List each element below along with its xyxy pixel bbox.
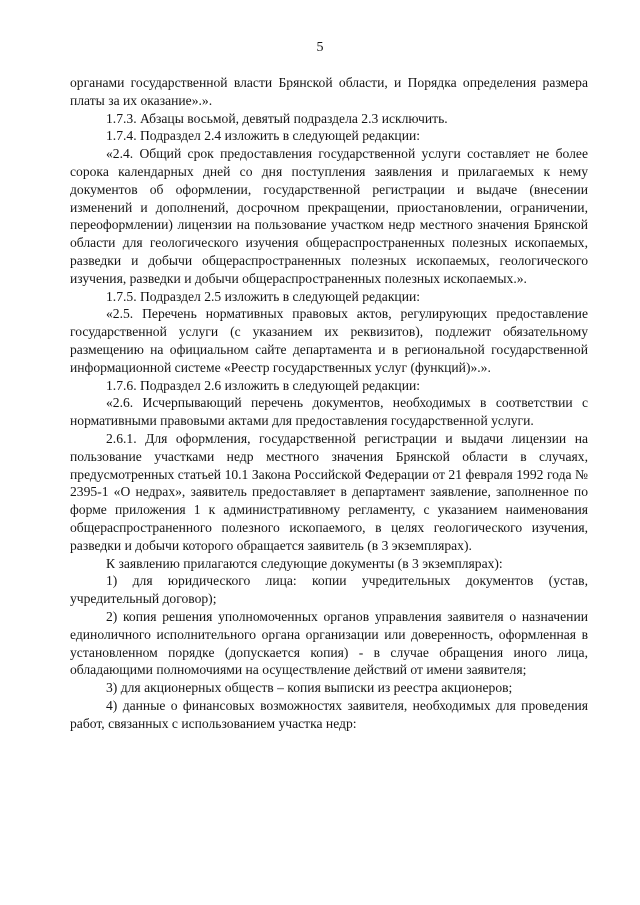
paragraph: 2.6.1. Для оформления, государственной регистрации и выдачи лицензии на пользование участками недр местного значения Брянской области в случаях, предусмотренных статьей 10.1 Закона Российской Федерации от 21 февраля 1992 года № 2395-1 «О недрах», заявитель предоставляет в департамент заявление, заполненное по форме приложения 1 к административному регламенту, с указанием наименования общераспространенного полезного ископаемого, в целях геологического изучения, разведки и добычи которого обращается заявитель (в 3 экземплярах). bbox=[70, 430, 588, 553]
paragraph: «2.6. Исчерпывающий перечень документов, необходимых в соответствии с нормативными правовыми актами для предоставления государственной услуги. bbox=[70, 395, 588, 429]
document-body bbox=[70, 74, 588, 732]
paragraph: 1) для юридического лица: копии учредительных документов (устав, учредительный договор); bbox=[70, 573, 588, 607]
paragraph: «2.5. Перечень нормативных правовых актов, регулирующих предоставление государственной услуги (с указанием их реквизитов), подлежит обязательному размещению на официальном сайте департамента и в региональной государственной информационной системе «Реестр государственных услуг (функций)».». bbox=[70, 306, 588, 375]
paragraph: 2) копия решения уполномоченных органов управления заявителя о назначении единоличного исполнительного органа организации или доверенность, оформленная в установленном порядке (допускается копия) - в случае обращения иного лица, обладающими полномочиями на осуществление действий от имени заявителя; bbox=[70, 608, 588, 678]
paragraph: органами государственной власти Брянской области, и Порядка определения размера платы за их оказание».». bbox=[70, 75, 588, 108]
page-number: 5 bbox=[316, 40, 324, 55]
paragraph: 1.7.5. Подраздел 2.5 изложить в следующей редакции: bbox=[106, 288, 421, 304]
paragraph: 1.7.6. Подраздел 2.6 изложить в следующей редакции: bbox=[106, 377, 421, 393]
paragraph: 3) для акционерных обществ – копия выписки из реестра акционеров; bbox=[106, 680, 513, 696]
paragraph: 4) данные о финансовых возможностях заявителя, необходимых для проведения работ, связанных с использованием участка недр: bbox=[70, 697, 588, 731]
paragraph: 1.7.3. Абзацы восьмой, девятый подраздела 2.3 исключить. bbox=[106, 110, 448, 126]
paragraph: «2.4. Общий срок предоставления государственной услуги составляет не более сорока календарных дней со дня поступления заявления и прилагаемых к нему документов об оформлении, государственной регистрации и выдаче (внесении изменений и дополнений, досрочном прекращении, приостановлении, ограничении, переоформлении) лицензии на пользование участком недр местного значения Брянской области для геологического изучения общераспространенных полезных ископаемых, разведки и добычи общераспространенных полезных ископаемых, геологического изучения, разведки и добычи общераспространенных полезных ископаемых.». bbox=[70, 146, 588, 286]
paragraph: 1.7.4. Подраздел 2.4 изложить в следующей редакции: bbox=[106, 128, 421, 144]
paragraph: К заявлению прилагаются следующие документы (в 3 экземплярах): bbox=[106, 555, 503, 571]
